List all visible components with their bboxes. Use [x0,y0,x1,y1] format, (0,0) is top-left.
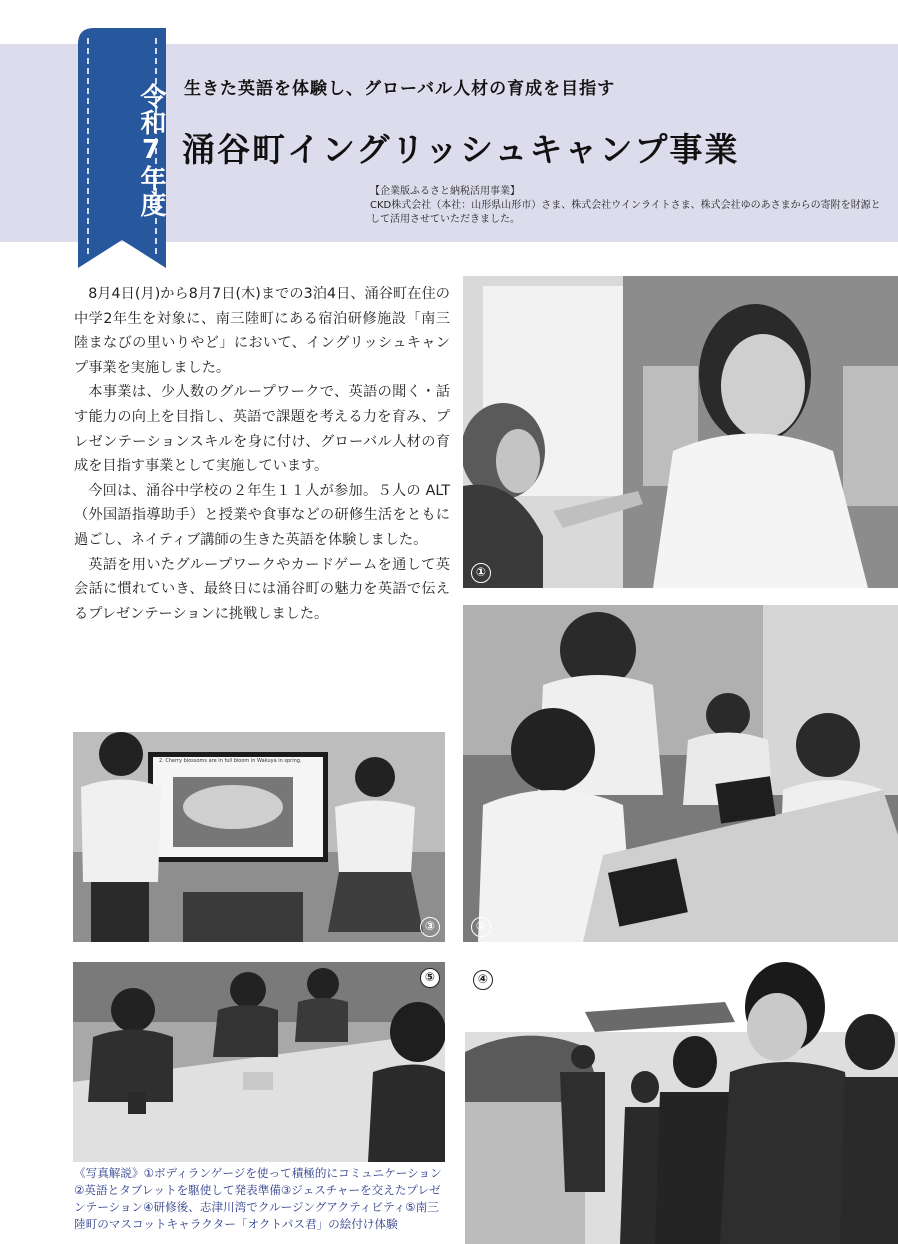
article-body [74,282,450,626]
photo-4-cruise [465,962,898,1244]
article-paragraph: 英語を用いたグループワークやカードゲームを通して英会話に慣れていき、最終日には涌谷町の魅力を英語で伝えるプレゼンテーションに挑戦しました。 [74,556,450,622]
photo-2-tablet-work [463,605,898,942]
article-paragraph: 今回は、涌谷中学校の２年生１１人が参加。５人の ALT（外国語指導助手）と授業や食事などの研修生活をともに過ごし、ネイティブ講師の生きた英語を体験しました。 [74,482,450,548]
sponsor-note [370,185,890,227]
sponsor-text: CKD株式会社（本社：山形県山形市）さま、株式会社ウインライトさま、株式会社ゆのあさまからの寄附を財源として活用させていただきました。 [370,200,881,225]
photo-number-2: ② [471,917,491,937]
article-subtitle: 生きた英語を体験し、グローバル人材の育成を目指す [184,79,616,99]
sponsor-heading: 【企業版ふるさと納税活用事業】 [370,186,520,197]
article-paragraph: 本事業は、少人数のグループワークで、英語の聞く・話す能力の向上を目指し、英語で課題を考える力を育み、プレゼンテーションスキルを身に付け、グローバル人材の育成を目指す事業として実施しています。 [74,384,450,475]
photo-number-3: ③ [420,917,440,937]
photo-number-1: ① [471,563,491,583]
photo-5-painting [73,962,445,1162]
photo-number-4: ④ [473,970,493,990]
article-paragraph: 8月4日(月)から8月7日(木)までの3泊4日、涌谷町在住の中学2年生を対象に、南三陸町にある宿泊研修施設「南三陸まなびの里いりやど」において、イングリッシュキャンプ事業を実施しました。 [74,286,450,376]
slide-text: 2. Cherry blossoms are in full bloom in Wakuya in spring. [159,758,302,764]
photo-3-presentation [73,732,445,942]
photo-1-conversation [463,276,898,588]
photo-caption: 《写真解説》①ボディランゲージを使って積極的にコミュニケーション②英語とタブレットを駆使して発表準備③ジェスチャーを交えたプレゼンテーション④研修後、志津川湾でクルージングアクティビティ⑤南三陸町のマスコットキャラクター「オクトパス君」の絵付け体験 [74,1166,442,1231]
photo-number-5: ⑤ [420,968,440,988]
ribbon-label: 令和7年度 [136,83,166,217]
year-ribbon [78,28,166,268]
article-title: 涌谷町イングリッシュキャンプ事業 [182,130,740,169]
